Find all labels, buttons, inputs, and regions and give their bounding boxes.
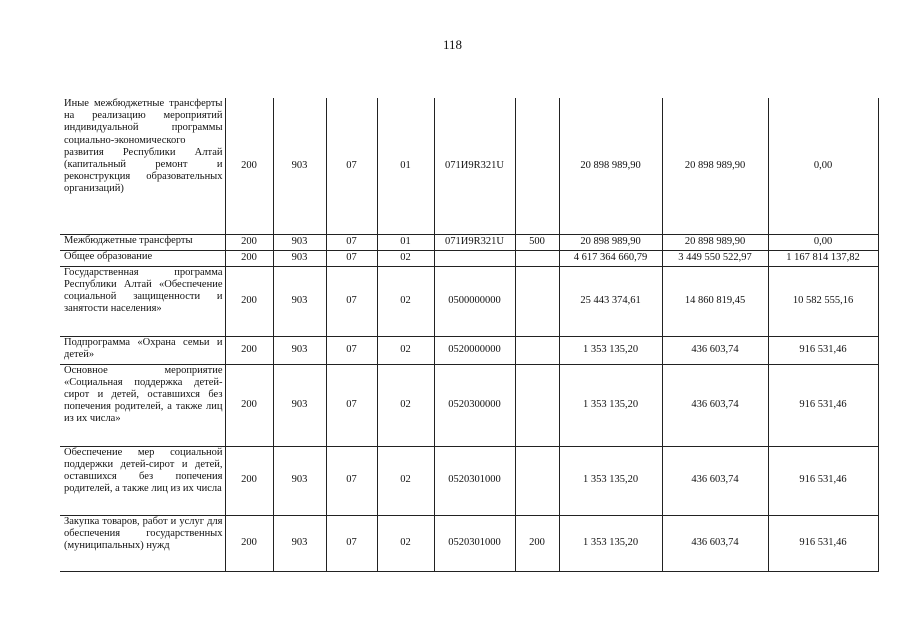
cell-code-3: 07 [326, 98, 377, 234]
budget-table [60, 98, 879, 572]
cell-value-3: 916 531,46 [768, 364, 878, 446]
cell-value-3: 1 167 814 137,82 [768, 250, 878, 266]
cell-code-4: 02 [377, 515, 434, 571]
cell-code-1: 200 [225, 266, 273, 336]
cell-code-6 [515, 336, 559, 364]
row-name: Обеспечение мер социальной поддержки детей-сирот и детей, оставшихся без попечения родителей, а также лиц из их числа [60, 446, 225, 515]
cell-code-3: 07 [326, 250, 377, 266]
cell-code-6 [515, 364, 559, 446]
cell-code-6 [515, 266, 559, 336]
cell-code-6: 200 [515, 515, 559, 571]
cell-code-2: 903 [273, 446, 326, 515]
cell-code-3: 07 [326, 266, 377, 336]
cell-code-2: 903 [273, 515, 326, 571]
row-name: Межбюджетные трансферты [60, 234, 225, 250]
cell-code-6 [515, 446, 559, 515]
cell-code-3: 07 [326, 515, 377, 571]
table-row [60, 336, 878, 364]
cell-value-3: 916 531,46 [768, 515, 878, 571]
cell-code-6 [515, 250, 559, 266]
cell-code-5 [434, 250, 515, 266]
row-name: Иные межбюджетные трансферты на реализацию мероприятий индивидуальной программы социально-экономического развития Республики Алтай (капитальный ремонт и реконструкция образовательных организаций) [60, 98, 225, 234]
row-name: Общее образование [60, 250, 225, 266]
cell-code-1: 200 [225, 364, 273, 446]
cell-value-3: 916 531,46 [768, 446, 878, 515]
cell-code-4: 01 [377, 98, 434, 234]
row-name: Закупка товаров, работ и услуг для обеспечения государственных (муниципальных) нужд [60, 515, 225, 571]
cell-value-3: 0,00 [768, 98, 878, 234]
table-row [60, 98, 878, 234]
cell-value-2: 20 898 989,90 [662, 98, 768, 234]
cell-code-1: 200 [225, 446, 273, 515]
cell-code-2: 903 [273, 266, 326, 336]
cell-code-6: 500 [515, 234, 559, 250]
cell-code-5: 0520300000 [434, 364, 515, 446]
cell-value-2: 436 603,74 [662, 515, 768, 571]
table-row [60, 364, 878, 446]
cell-value-2: 436 603,74 [662, 446, 768, 515]
cell-code-5: 0520301000 [434, 515, 515, 571]
row-name: Подпрограмма «Охрана семьи и детей» [60, 336, 225, 364]
cell-value-3: 10 582 555,16 [768, 266, 878, 336]
cell-value-3: 916 531,46 [768, 336, 878, 364]
cell-value-1: 1 353 135,20 [559, 515, 662, 571]
cell-code-4: 02 [377, 266, 434, 336]
cell-code-3: 07 [326, 446, 377, 515]
cell-value-1: 25 443 374,61 [559, 266, 662, 336]
cell-code-2: 903 [273, 336, 326, 364]
cell-value-1: 1 353 135,20 [559, 446, 662, 515]
row-name: Основное мероприятие «Социальная поддержка детей-сирот и детей, оставшихся без попечения родителей, а также лиц из их числа» [60, 364, 225, 446]
row-name: Государственная программа Республики Алтай «Обеспечение социальной защищенности и занятости населения» [60, 266, 225, 336]
cell-code-5: 071И9R321U [434, 234, 515, 250]
cell-value-1: 20 898 989,90 [559, 98, 662, 234]
page-number: 118 [442, 37, 463, 52]
cell-code-5: 071И9R321U [434, 98, 515, 234]
cell-value-2: 436 603,74 [662, 364, 768, 446]
cell-code-5: 0500000000 [434, 266, 515, 336]
cell-value-2: 436 603,74 [662, 336, 768, 364]
cell-code-2: 903 [273, 98, 326, 234]
cell-code-1: 200 [225, 98, 273, 234]
cell-code-2: 903 [273, 234, 326, 250]
cell-code-3: 07 [326, 364, 377, 446]
cell-code-1: 200 [225, 336, 273, 364]
cell-code-1: 200 [225, 234, 273, 250]
table-row [60, 250, 878, 266]
cell-value-1: 1 353 135,20 [559, 336, 662, 364]
cell-code-2: 903 [273, 364, 326, 446]
cell-value-1: 20 898 989,90 [559, 234, 662, 250]
cell-code-1: 200 [225, 515, 273, 571]
cell-code-4: 02 [377, 364, 434, 446]
cell-value-2: 20 898 989,90 [662, 234, 768, 250]
cell-value-1: 4 617 364 660,79 [559, 250, 662, 266]
cell-code-2: 903 [273, 250, 326, 266]
table-row [60, 515, 878, 571]
cell-code-4: 02 [377, 250, 434, 266]
cell-value-2: 3 449 550 522,97 [662, 250, 768, 266]
table-row [60, 446, 878, 515]
cell-value-1: 1 353 135,20 [559, 364, 662, 446]
cell-code-6 [515, 98, 559, 234]
table-row [60, 234, 878, 250]
cell-code-4: 02 [377, 336, 434, 364]
cell-code-5: 0520301000 [434, 446, 515, 515]
cell-code-4: 01 [377, 234, 434, 250]
cell-value-2: 14 860 819,45 [662, 266, 768, 336]
cell-code-3: 07 [326, 336, 377, 364]
cell-code-1: 200 [225, 250, 273, 266]
cell-code-4: 02 [377, 446, 434, 515]
cell-code-5: 0520000000 [434, 336, 515, 364]
cell-value-3: 0,00 [768, 234, 878, 250]
table-row [60, 266, 878, 336]
cell-code-3: 07 [326, 234, 377, 250]
